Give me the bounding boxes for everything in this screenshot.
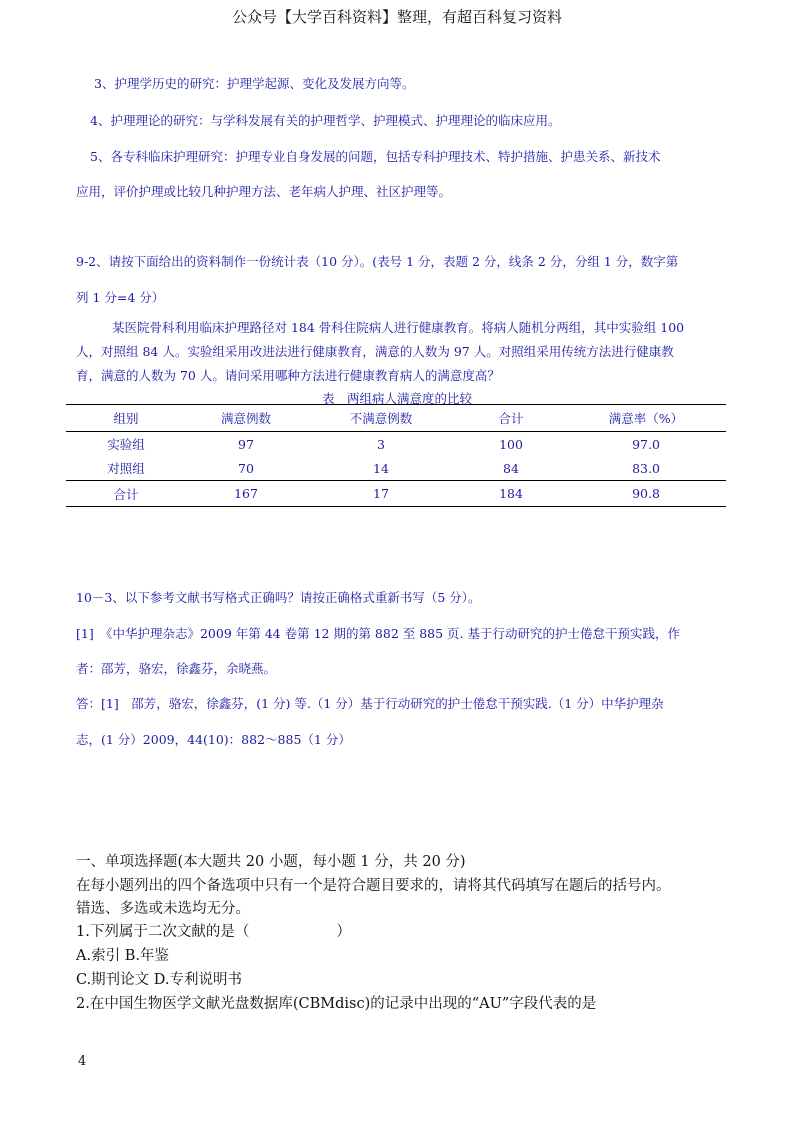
table-cell: 17 [306, 481, 456, 507]
q9-title-line1: 9-2、请按下面给出的资料制作一份统计表（10 分）。(表号 1 分，表题 2 分，线条 2 分，分组 1 分，数字第 [76, 254, 679, 269]
q10-ref-line2: 者：邵芳，骆宏，徐鑫芬，余晓燕。 [76, 661, 277, 676]
table-header-row [66, 405, 726, 432]
mcq-instruction-line2: 错选、多选或未选均无分。 [76, 901, 250, 917]
research-item-4: 4、护理理论的研究：与学科发展有关的护理哲学、护理模式、护理理论的临床应用。 [90, 113, 561, 128]
q9-body-line3: 育，满意的人数为 70 人。请问采用哪种方法进行健康教育病人的满意度高？ [76, 368, 500, 383]
mcq-question-1: 1.下列属于二次文献的是（ ） [76, 924, 351, 940]
research-item-5-line2: 应用，评价护理或比较几种护理方法、老年病人护理、社区护理等。 [76, 184, 452, 199]
table-cell: 97.0 [632, 436, 660, 452]
table-header-cell: 满意率（%） [566, 405, 726, 432]
table-header-cell: 合计 [456, 405, 566, 432]
table-cell: 167 [186, 481, 306, 507]
table-total-row [66, 481, 726, 507]
q9-body-line2: 人，对照组 84 人。实验组采用改进法进行健康教育，满意的人数为 97 人。对照组采用传统方法进行健康教 [76, 344, 674, 359]
table-cell: 对照组 [107, 461, 145, 476]
page-number: 4 [78, 1054, 87, 1069]
mcq-heading: 一、单项选择题(本大题共 20 小题，每小题 1 分，共 20 分) [76, 854, 466, 870]
table-row [66, 456, 726, 481]
research-item-3: 3、护理学历史的研究：护理学起源、变化及发展方向等。 [94, 76, 415, 91]
page-header: 公众号【大学百科资料】整理，有超百科复习资料 [231, 8, 562, 26]
table-cell: 84 [503, 460, 519, 476]
q10-ref-line1: [1] 《中华护理杂志》2009 年第 44 卷第 12 期的第 882 至 885 页. 基于行动研究的护士倦怠干预实践，作 [76, 626, 681, 641]
table-header-cell: 满意例数 [186, 405, 306, 432]
table-cell: 100 [499, 436, 523, 452]
q10-title: 10－3、以下参考文献书写格式正确吗？请按正确格式重新书写（5 分）。 [76, 590, 481, 605]
mcq-instruction-line1: 在每小题列出的四个备选项中只有一个是符合题目要求的，请将其代码填写在题后的括号内。 [76, 878, 671, 894]
q10-answer-line1: 答：[1] 邵芳，骆宏，徐鑫芬，(1 分) 等.（1 分）基于行动研究的护士倦怠干预实践.（1 分）中华护理杂 [76, 696, 664, 711]
mcq-question-1-options-ab: A.索引 B.年鉴 [76, 948, 169, 964]
satisfaction-table [66, 404, 726, 507]
table-header-cell: 组别 [66, 405, 186, 432]
mcq-question-1-options-cd: C.期刊论文 D.专利说明书 [76, 972, 243, 988]
q10-answer-line2: 志，(1 分）2009，44(10)：882～885（1 分） [76, 732, 351, 747]
table-cell: 实验组 [107, 437, 145, 452]
q9-body-line1: 某医院骨科利用临床护理路径对 184 骨科住院病人进行健康教育。将病人随机分两组，其中实验组 100 [112, 320, 685, 335]
table-cell: 14 [373, 460, 389, 476]
table-cell: 97 [238, 436, 254, 452]
table-caption: 表 两组病人满意度的比较 [321, 391, 472, 406]
q9-title-line2: 列 1 分=4 分） [76, 290, 165, 305]
table-cell: 3 [377, 436, 385, 452]
table-row [66, 432, 726, 457]
table-cell: 合计 [66, 481, 186, 507]
mcq-question-2: 2.在中国生物医学文献光盘数据库(CBMdisc)的记录中出现的“AU”字段代表的是 [76, 996, 597, 1012]
table-cell: 83.0 [632, 460, 660, 476]
table-cell: 70 [238, 460, 254, 476]
table-header-cell: 不满意例数 [306, 405, 456, 432]
table-cell: 184 [456, 481, 566, 507]
table-cell: 90.8 [566, 481, 726, 507]
research-item-5-line1: 5、各专科临床护理研究：护理专业自身发展的问题，包括专科护理技术、特护措施、护患关系、新技术 [90, 149, 661, 164]
